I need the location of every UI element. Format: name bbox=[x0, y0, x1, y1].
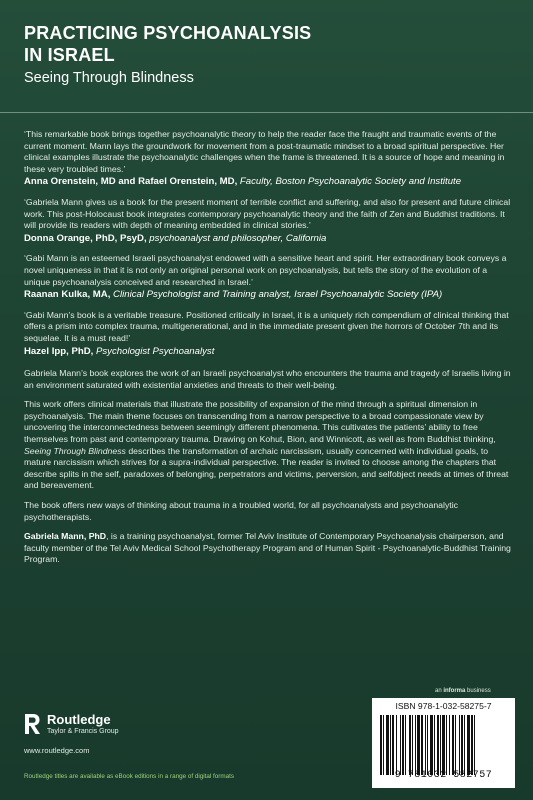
author-name: Gabriela Mann, PhD bbox=[24, 531, 107, 542]
publisher-name: Routledge bbox=[47, 712, 111, 727]
isbn-barcode bbox=[372, 698, 515, 788]
quote-author: Hazel Ipp, PhD, bbox=[24, 345, 94, 357]
cover-header bbox=[24, 22, 514, 86]
brand-name: informa bbox=[443, 688, 466, 694]
description-paragraph-3: The book offers new ways of thinking about trauma in a troubled world, for all psychoanalysts and psychoanalytic psychotherapists. bbox=[24, 500, 458, 522]
barcode-number: 9 781032 582757 bbox=[394, 770, 493, 781]
book-subtitle: Seeing Through Blindness bbox=[24, 70, 194, 86]
cover-text bbox=[24, 129, 511, 566]
routledge-r-icon bbox=[22, 712, 42, 736]
header-divider bbox=[0, 112, 533, 113]
quote-attribution bbox=[24, 289, 511, 302]
quote-attribution bbox=[24, 346, 511, 359]
isbn-label: ISBN 978-1-032-58275-7 bbox=[395, 701, 492, 711]
para2-text-end: describes the transformation of archaic narcissism, usually concerned with individual goals, to mature narcissism which strives for a supra-individual perspective. The reader is invited to choose among the chapters that describe splits in the self, paradoxes of belonging, perpetrators and victims, perversion, and selfobject needs at times of threat and bereavement. bbox=[24, 445, 509, 491]
quote-author-role: Faculty, Boston Psychoanalytic Society and Institute bbox=[239, 176, 462, 188]
quote-text: ‘Gabi Mann’s book is a veritable treasure. Positioned critically in Israel, it is a uniquely rich compendium of clinical thinking that offers a prism into complex trauma, multigenerational, and in the immediate present given the horrors of October 7th and its sequelae. It is a must read!’ bbox=[24, 309, 509, 343]
description-paragraph-1: Gabriela Mann’s book explores the work of an Israeli psychoanalyst who encounters the trauma and tragedy of Israelis living in an environment saturated with existential anxieties and threats to their well-being. bbox=[24, 368, 511, 390]
quote-text: ‘This remarkable book brings together psychoanalytic theory to help the reader face the fraught and traumatic events of the current moment. Mann lays the groundwork for movement from a post-traumatic mindset to a broad spiritual perspective. Her clinical examples illustrate the psychoanalytic challenges when the frame is threatened. It is a source of hope and meaning in these very troubled times.’ bbox=[24, 129, 505, 174]
title-line-2: IN ISRAEL bbox=[24, 45, 115, 65]
quote-author: Donna Orange, PhD, PsyD, bbox=[24, 232, 147, 244]
brand-suffix: business bbox=[465, 688, 491, 694]
book-title-inline: Seeing Through Blindness bbox=[24, 445, 126, 456]
publisher-logo bbox=[22, 712, 119, 736]
quote-author: Anna Orenstein, MD and Rafael Orenstein, MD, bbox=[24, 176, 238, 188]
publisher-website: www.routledge.com bbox=[24, 746, 90, 755]
quote-attribution bbox=[24, 233, 511, 246]
brand-prefix: an bbox=[435, 688, 444, 694]
endorsement-quote bbox=[24, 253, 511, 301]
ebook-note: Routledge titles are available as eBook editions in a range of digital formats bbox=[24, 773, 235, 780]
book-title bbox=[24, 22, 514, 66]
barcode-bars bbox=[380, 715, 507, 775]
title-line-1: PRACTICING PSYCHOANALYSIS bbox=[24, 23, 312, 43]
quote-text: ‘Gabi Mann is an esteemed Israeli psychoanalyst endowed with a sensitive heart and spirit. Her extraordinary book conveys a novel uniqueness in that it is not only an original personal work on psychoanalysis, but tells the story of the evolution of a unique psychoanalysis conceived and researched in Israel.’ bbox=[24, 253, 507, 287]
endorsement-quote bbox=[24, 310, 511, 358]
quote-author-role: psychoanalyst and philosopher, California bbox=[149, 232, 327, 244]
description-paragraph-2 bbox=[24, 399, 511, 492]
author-bio-text: , is a training psychoanalyst, former Tel Aviv Institute of Contemporary Psychoanalysis chairperson, and faculty member of the Tel Aviv Medical School Psychotherapy Program and of Human Spirit - Psychoanalytic-Buddhist Training Program. bbox=[24, 531, 511, 565]
endorsement-quote bbox=[24, 129, 511, 189]
informa-business-line bbox=[435, 688, 491, 694]
quote-author-role: Clinical Psychologist and Training analyst, Israel Psychoanalytic Society (IPA) bbox=[113, 289, 443, 301]
endorsement-quote bbox=[24, 197, 511, 245]
para2-text-start: This work offers clinical materials that illustrate the possibility of expansion of the mind through a spiritual dimension in psychoanalysis. The main theme focuses on transcending from a narrow perspective to a broad compassionate view by uncovering the interconnectedness between seemingly different phenomena. This cultivates the patients’ ability to free themselves from past and contemporary trauma. Drawing on Kohut, Bion, and Winnicott, as well as from Buddhist thinking, bbox=[24, 399, 496, 445]
publisher-group: Taylor & Francis Group bbox=[47, 728, 119, 735]
quote-author-role: Psychologist Psychoanalyst bbox=[95, 345, 215, 357]
quote-text: ‘Gabriela Mann gives us a book for the present moment of terrible conflict and suffering, and also for present and future clinical work. This post-Holocaust book integrates contemporary psychoanalytic theory and the faith of Zen and Buddhist traditions. It will provide its readers with depth of meaning embedded in clinical stories.’ bbox=[24, 196, 511, 231]
quote-attribution bbox=[24, 176, 511, 189]
quote-author: Raanan Kulka, MA, bbox=[24, 289, 111, 301]
author-bio bbox=[24, 531, 511, 566]
